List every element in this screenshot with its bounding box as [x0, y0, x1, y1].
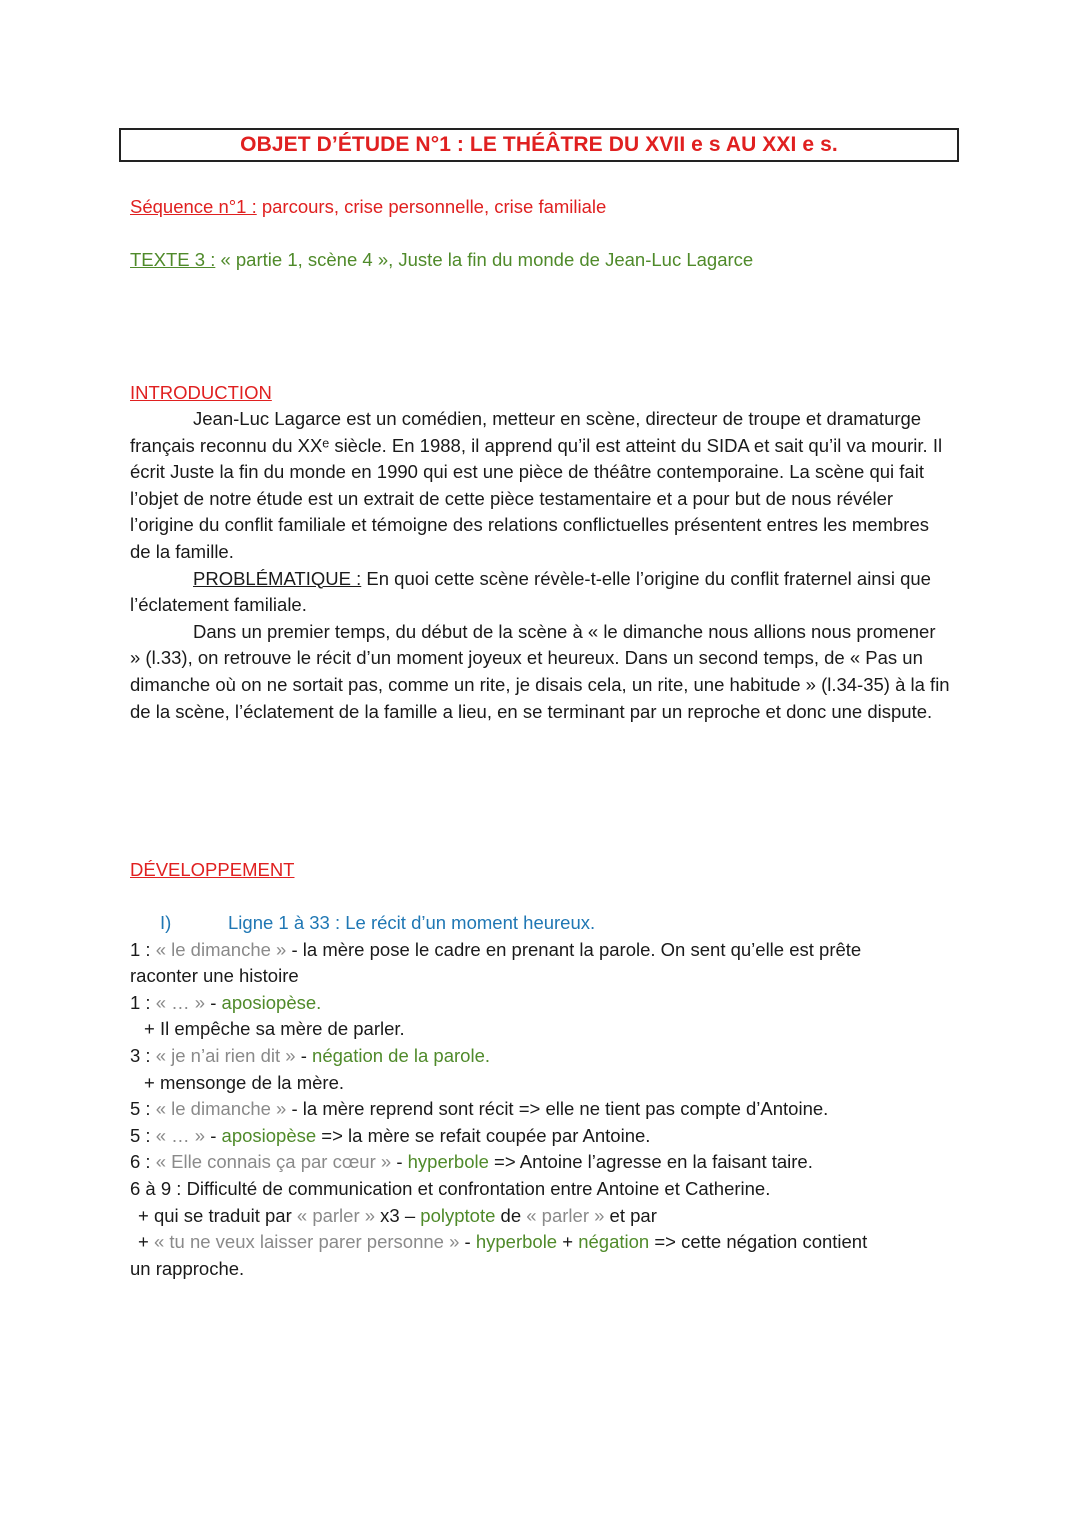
quote: « le dimanche »: [155, 938, 287, 960]
developpement-body: [130, 910, 950, 1282]
analysis-line-3: 3 : « je n’ai rien dit » - négation de la parole.: [130, 1044, 490, 1066]
figure-of-speech: aposiopèse.: [221, 991, 322, 1013]
introduction-body: [130, 406, 950, 725]
texte-line: [130, 247, 753, 274]
intro-paragraph-3: Dans un premier temps, du début de la scène à « le dimanche nous allions nous promener » (l.33), on retrouve le récit d’un moment joyeux et heureux. Dans un second temps, de « Pas un dimanche où on ne sortait pas, comme un rite, je disais cela, un rite, une habitude » (l.34-35) à la fin de la scène, l’éclatement de la famille a lieu, en se terminant par un reproche et donc une dispute.: [130, 620, 950, 722]
problematique-paragraph: [130, 566, 950, 619]
figure-of-speech: hyperbole: [407, 1151, 489, 1173]
figure-of-speech: négation: [578, 1231, 650, 1253]
quote: « Elle connais ça par cœur »: [155, 1151, 392, 1173]
introduction-heading: INTRODUCTION: [130, 382, 272, 403]
analysis-line-9: + « tu ne veux laisser parer personne » - hyperbole + négation => cette négation contient: [138, 1231, 868, 1253]
figure-of-speech: hyperbole: [475, 1231, 558, 1253]
quote: « parler »: [296, 1204, 376, 1226]
part-number: I): [160, 912, 172, 933]
part-title: Ligne 1 à 33 : Le récit d’un moment heureux.: [228, 912, 596, 933]
quote: « le dimanche »: [155, 1098, 287, 1120]
page-title: OBJET D’ÉTUDE N°1 : LE THÉÂTRE DU XVII e s AU XXI e s.: [119, 128, 959, 162]
part-heading: [130, 910, 950, 937]
analysis-line-3-plus: + mensonge de la mère.: [144, 1071, 345, 1093]
analysis-line-1-cont: raconter une histoire: [130, 965, 299, 987]
analysis-line-2-plus: + Il empêche sa mère de parler.: [144, 1018, 405, 1040]
quote: « … »: [155, 1124, 206, 1146]
texte-text: « partie 1, scène 4 », Juste la fin du monde de Jean-Luc Lagarce: [215, 249, 754, 270]
analysis-line-8: + qui se traduit par « parler » x3 – polyptote de « parler » et par: [138, 1204, 657, 1226]
sequence-text: parcours, crise personnelle, crise familiale: [256, 196, 607, 217]
quote: « … »: [155, 991, 206, 1013]
analysis-line-1: 1 : « le dimanche » - la mère pose le cadre en prenant la parole. On sent qu’elle est prête: [130, 938, 862, 960]
analysis-line-5: 5 : « … » - aposiopèse => la mère se refait coupée par Antoine.: [130, 1124, 651, 1146]
sequence-line: [130, 194, 606, 221]
developpement-heading: DÉVELOPPEMENT: [130, 859, 295, 880]
figure-of-speech: polyptote: [420, 1204, 496, 1226]
analysis-line-4: 5 : « le dimanche » - la mère reprend sont récit => elle ne tient pas compte d’Antoine.: [130, 1098, 829, 1120]
problematique-text: En quoi cette scène révèle-t-elle l’origine du conflit fraternel ainsi que l’éclatement familiale.: [130, 567, 931, 616]
texte-label: TEXTE 3 :: [130, 249, 216, 270]
figure-of-speech: négation de la parole.: [312, 1044, 490, 1066]
quote: « tu ne veux laisser parer personne »: [153, 1231, 460, 1253]
analysis-line-6: 6 : « Elle connais ça par cœur » - hyperbole => Antoine l’agresse en la faisant taire.: [130, 1151, 813, 1173]
analysis-line-2: 1 : « … » - aposiopèse.: [130, 991, 322, 1013]
analysis-line-7: 6 à 9 : Difficulté de communication et confrontation entre Antoine et Catherine.: [130, 1177, 771, 1199]
figure-of-speech: aposiopèse: [221, 1124, 317, 1146]
quote: « parler »: [526, 1204, 605, 1226]
analysis-line-9-cont: un rapproche.: [130, 1257, 245, 1279]
problematique-label: PROBLÉMATIQUE :: [193, 567, 362, 589]
sequence-label: Séquence n°1 :: [130, 196, 257, 217]
intro-paragraph-1: Jean-Luc Lagarce est un comédien, metteur en scène, directeur de troupe et dramaturge français reconnu du XXᵉ siècle. En 1988, il apprend qu’il est atteint du SIDA et sait qu’il va mourir. Il écrit Juste la fin du monde en 1990 qui est une pièce de théâtre contemporaine. La scène qui fait l’objet de notre étude est un extrait de cette pièce testamentaire et a pour but de nous révéler l’origine du conflit familiale et témoigne des relations conflictuelles présentent entres les membres de la famille.: [130, 408, 943, 562]
quote: « je n’ai rien dit »: [155, 1044, 296, 1066]
